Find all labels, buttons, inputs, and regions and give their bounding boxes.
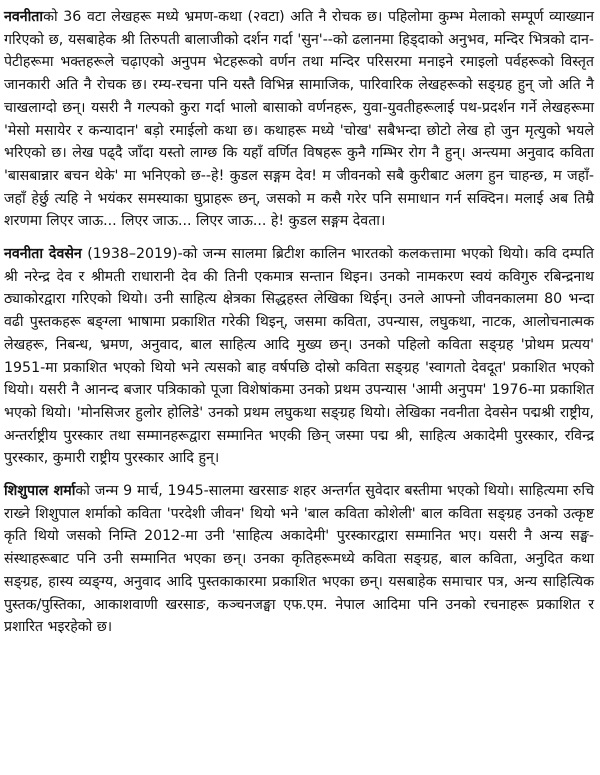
paragraph-navanita-devsen-bio: [4, 243, 594, 470]
paragraph-spacer: [4, 470, 594, 480]
document-page: [4, 6, 594, 639]
paragraph-body: (1938–2019)-को जन्म सालमा ब्रिटीश कालिन भारतको कलकत्तामा भएको थियो। कवि दम्पति श्री नरेन्द्र देव र श्रीमती राधारानी देव की तिनी एकमात्र सन्तान थिइन। उनको नामकरण स्वयं कविगुरु रबिन्द्रनाथ ठ्याकोरद्वारा गरिएको थियो। उनी साहित्य क्षेत्रका सिद्धहस्त लेखिका थिईन्। उनले आफ्नो जीवनकालमा 80 भन्दा वढी पुस्तकहरू बङ्ग्ला भाषामा प्रकाशित गरेकी थिइन्, जसमा कविता, उपन्यास, लघुकथा, नाटक, आलोचनात्मक लेखहरू, निबन्ध, भ्रमण, अनुवाद, बाल साहित्य आदि मुख्य छन्। उनको पहिलो कविता सङ्ग्रह 'प्रोथम प्रत्यय' 1951-मा प्रकाशित भएको थियो भने त्यसको बाह वर्षपछि दोस्रो कविता सङ्ग्रह 'स्वागतो देवदूत' प्रकाशित भएको थियो। यसरी नै आनन्द बजार पत्रिकाको पूजा विशेषांकमा उनको प्रथम उपन्यास 'आमी अनुपम' 1976-मा प्रकाशित भएको थियो। 'मोनसिजर हुलोर होलिडे' उनको प्रथम लघुकथा सङ्ग्रह थियो। लेखिका नवनीता देवसेन पद्मश्री राष्ट्रीय, अन्तर्राष्ट्रीय पुरस्कार तथा सम्मानहरूद्वारा सम्मानित भएकी छिन् जस्मा पद्म श्री, साहित्य अकादेमी पुरस्कार, रविन्द्र पुरस्कार, कुमारी राष्ट्रीय पुरस्कार आदि हुन्।: [4, 246, 594, 467]
paragraph-lead-term: नवनीता देवसेन: [4, 246, 82, 263]
paragraph-shishupal-sharma-bio: [4, 480, 594, 639]
paragraph-body: को 36 वटा लेखहरू मध्ये भ्रमण-कथा (२वटा) अति नै रोचक छ। पहिलोमा कुम्भ मेलाको सम्पूर्ण व्याख्यान गरिएको छ, यसबाहेक श्री तिरुपती बालाजीको दर्शन गर्दा 'सुन'--को ढलानमा हिड्दाको अनुभव, मन्दिर भित्रको दान-पेटीहरूमा भक्तहरूले चढ़ाएको अनुपम भेटहरूको वर्णन तथा मन्दिर परिसरमा मनाइने रमाइलो पर्वहरूको विस्तृत जानकारी अति नै रोचक छ। रम्य-रचना पनि यस्तै विभिन्न सामाजिक, पारिवारिक लेखहरूको सङ्ग्रह हुन् जो अति नै चाखलाग्दो छन्। यसरी नै गल्पको कुरा गर्दा भालो बासाको वर्णनहरू, युवा-युवतीहरूलाई पथ-प्रदर्शन गर्ने लेखहरूमा 'मेसो मसायेर र कन्यादान' बड़ो रमाईलो कथा छ। कथाहरू मध्ये 'चोख' सबैभन्दा छोटो लेख हो जुन मृत्युको भयले भरिएको छ। लेख पढ्दै जाँदा यस्तो लाग्छ कि यहाँ वर्णित विषहरू कुनै गम्भिर रोग नै हुन्। अन्त्यमा अनुवाद कविता 'बासबान्नार बचन थेके' मा भनिएको छ--हे! कुडल सङ्गम देव! म जीवनको सबै कुरीबाट अलग हुन चाहन्छ, म जहाँ-जहाँ हेर्छु त्यहि ने भयंकर समस्याका घुप्राहरू छन्, जसको म कसै गरेर पनि समाधान गर्न सक्दिन। मलाई अब तिम्रै शरणमा लिएर जाऊ... लिएर जाऊ... लिएर जाऊ... हे! कुडल सङ्गम देवता।: [4, 9, 594, 230]
paragraph-lead-term: शिशुपाल शर्मा: [4, 483, 76, 500]
paragraph-navanita-writings: [4, 6, 594, 233]
paragraph-spacer: [4, 233, 594, 243]
paragraph-lead-term: नवनीता: [4, 9, 44, 25]
paragraph-body: को जन्म 9 मार्च, 1945-सालमा खरसाङ शहर अन्तर्गत सुवेदार बस्तीमा भएको थियो। साहित्यमा रुचि राख्ने शिशुपाल शर्माको कविता 'परदेशी जीवन' थियो भने 'बाल कविता कोशेली' बाल कविता सङ्ग्रह उनको उत्कृष्ट कृति थियो जसको निम्ति 2012-मा उनी 'साहित्य अकादेमी' पुरस्कारद्वारा सम्मानित भए। यसरी नै अन्य सङ्घ-संस्थाहरूबाट पनि उनी सम्मानित भएका छन्। उनका कृतिहरूमध्ये कविता सङ्ग्रह, बाल कविता, अनुदित कथा सङ्ग्रह, हास्य व्यङ्ग्य, अनुवाद आदि पुस्तकाकारमा प्रकाशित भएका छन्। यसबाहेक समाचार पत्र, अन्य साहित्यिक पुस्तक/पुस्तिका, आकाशवाणी खरसाङ, कञ्चनजङ्घा एफ.एम. नेपाल आदिमा पनि उनको रचनाहरू प्रकाशित र प्रशारित भइरहेको छ।: [4, 483, 594, 636]
